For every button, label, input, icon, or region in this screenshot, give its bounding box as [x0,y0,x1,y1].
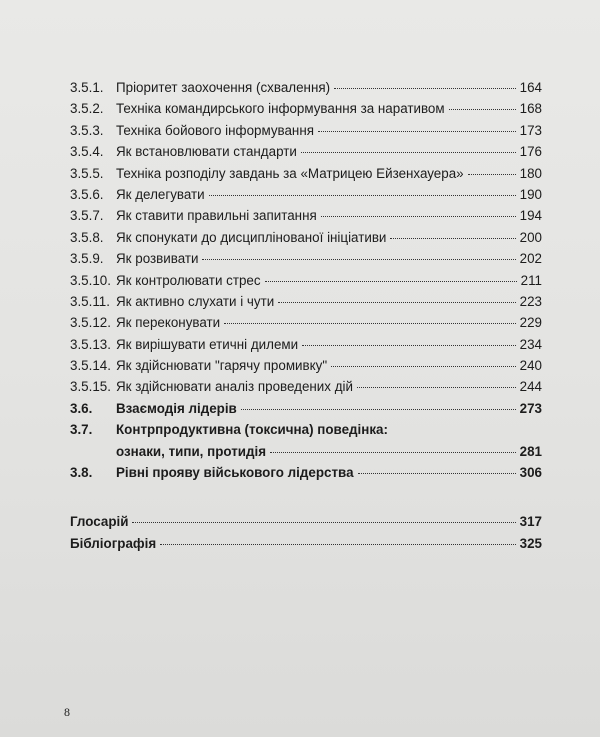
dot-leader [202,258,515,260]
dot-leader [468,173,516,175]
dot-leader [390,237,515,239]
toc-entry-page: 168 [519,101,542,117]
toc-entry-page: 234 [519,336,542,352]
toc-entry[interactable] [70,419,542,440]
toc-entry-title: Як розвивати [116,251,199,267]
toc-entry-page: 202 [519,251,542,267]
toc-entry[interactable] [70,334,542,355]
toc-entry-number: 3.5.6. [70,186,104,202]
toc-entry-page: 244 [519,379,542,395]
toc-entry-page: 164 [519,80,542,95]
toc-entry[interactable] [70,248,542,269]
toc-entry-title: Як здійснювати аналіз проведених дій [116,379,353,395]
dot-leader [209,194,516,196]
dot-leader [278,301,515,303]
toc-entry-number: 3.7. [70,422,93,438]
toc-entry-number: 3.5.15. [70,379,111,395]
toc-entry-number: 3.5.1. [70,80,104,95]
dot-leader [302,344,516,346]
toc-entry-number: 3.5.14. [70,358,111,374]
toc-entry[interactable] [70,205,542,226]
dot-leader [357,386,516,388]
toc-entry-number: 3.6. [70,400,93,416]
toc-entry-title: Як вирішувати етичні дилеми [116,336,299,352]
toc-entry-title: Бібліографія [70,535,157,551]
toc-entry-title: Як контролювати стрес [116,272,261,288]
toc-entry-title: Техніка командирського інформування за наративом [116,101,445,117]
toc-entry-page: 180 [519,165,542,181]
dot-leader [265,280,517,282]
toc-entry-number: 3.8. [70,465,93,481]
toc-entry-number: 3.5.3. [70,122,104,138]
toc-entry-title: Техніка бойового інформування [116,122,314,138]
toc-entry-title: Як переконувати [116,315,221,331]
toc-entry-page: 325 [519,535,542,551]
dot-leader [318,130,516,132]
toc-entry-title: Техніка розподілу завдань за «Матрицею Ейзенхауера» [116,165,464,181]
toc-entry[interactable] [70,120,542,141]
toc-entry-title: Як встановлювати стандарти [116,144,297,160]
toc-entry-number: 3.5.4. [70,144,104,160]
toc-entry-title: Як делегувати [116,186,205,202]
toc-entry[interactable] [70,398,542,419]
toc-entry[interactable] [70,355,542,376]
toc-entry-title: Пріоритет заохочення (схвалення) [116,80,331,95]
toc-entry-title: Як спонукати до дисциплінованої ініціативи [116,229,387,245]
toc-entry[interactable] [70,163,542,184]
toc-entry-number: 3.5.10. [70,272,111,288]
toc-entry[interactable] [70,184,542,205]
toc-entry-page: 317 [519,514,542,530]
toc-entry-number: 3.5.2. [70,101,104,117]
toc-entry-page: 229 [519,315,542,331]
toc-entry-number: 3.5.8. [70,229,104,245]
toc-entry[interactable] [70,77,542,98]
toc-entry-page: 306 [519,465,542,481]
toc-entry-page: 200 [519,229,542,245]
table-of-contents [70,77,542,554]
toc-entry-title: Як ставити правильні запитання [116,208,317,224]
toc-entry[interactable] [70,376,542,397]
toc-entry-page: 211 [520,272,542,288]
toc-entry[interactable] [70,312,542,333]
toc-entry[interactable] [70,98,542,119]
dot-leader [224,322,516,324]
toc-entry-number: 3.5.5. [70,165,104,181]
toc-entry-page: 190 [519,186,542,202]
toc-entry-page: 223 [519,293,542,309]
toc-entry-title: Як активно слухати і чути [116,293,275,309]
dot-leader [334,87,516,89]
toc-entry-page: 176 [519,144,542,160]
toc-entry-page: 194 [519,208,542,224]
toc-entry[interactable] [70,141,542,162]
dot-leader [321,215,516,217]
toc-entry-title: Глосарій [70,514,129,530]
dot-leader [301,151,516,153]
dot-leader [241,408,516,410]
dot-leader [331,365,516,367]
toc-entry-page: 273 [519,400,542,416]
toc-entry-number: 3.5.13. [70,336,111,352]
toc-entry-number: 3.5.7. [70,208,104,224]
toc-entry-title: Контрпродуктивна (токсична) поведінка: [116,422,388,438]
toc-entry-title: ознаки, типи, протидія [116,443,267,459]
dot-leader [270,451,516,453]
toc-entry-page: 281 [519,443,542,459]
toc-entry-number: 3.5.9. [70,251,104,267]
toc-entry[interactable] [70,511,542,532]
dot-leader [449,108,516,110]
toc-entry[interactable] [70,462,542,483]
toc-entry-title: Взаємодія лідерів [116,400,237,416]
toc-entry-title: Рівні прояву військового лідерства [116,465,354,481]
toc-entry[interactable] [70,533,542,554]
dot-leader [358,472,516,474]
toc-entry[interactable] [70,291,542,312]
toc-entry-page: 173 [519,122,542,138]
toc-entry-number: 3.5.11. [70,293,110,309]
page-number: 8 [64,705,70,719]
toc-entry[interactable] [70,227,542,248]
dot-leader [132,521,515,523]
toc-entry[interactable] [70,441,542,462]
toc-entry-title: Як здійснювати "гарячу промивку" [116,358,328,374]
dot-leader [160,543,516,545]
toc-entry-number: 3.5.12. [70,315,111,331]
toc-entry[interactable] [70,270,542,291]
toc-entry-page: 240 [519,358,542,374]
